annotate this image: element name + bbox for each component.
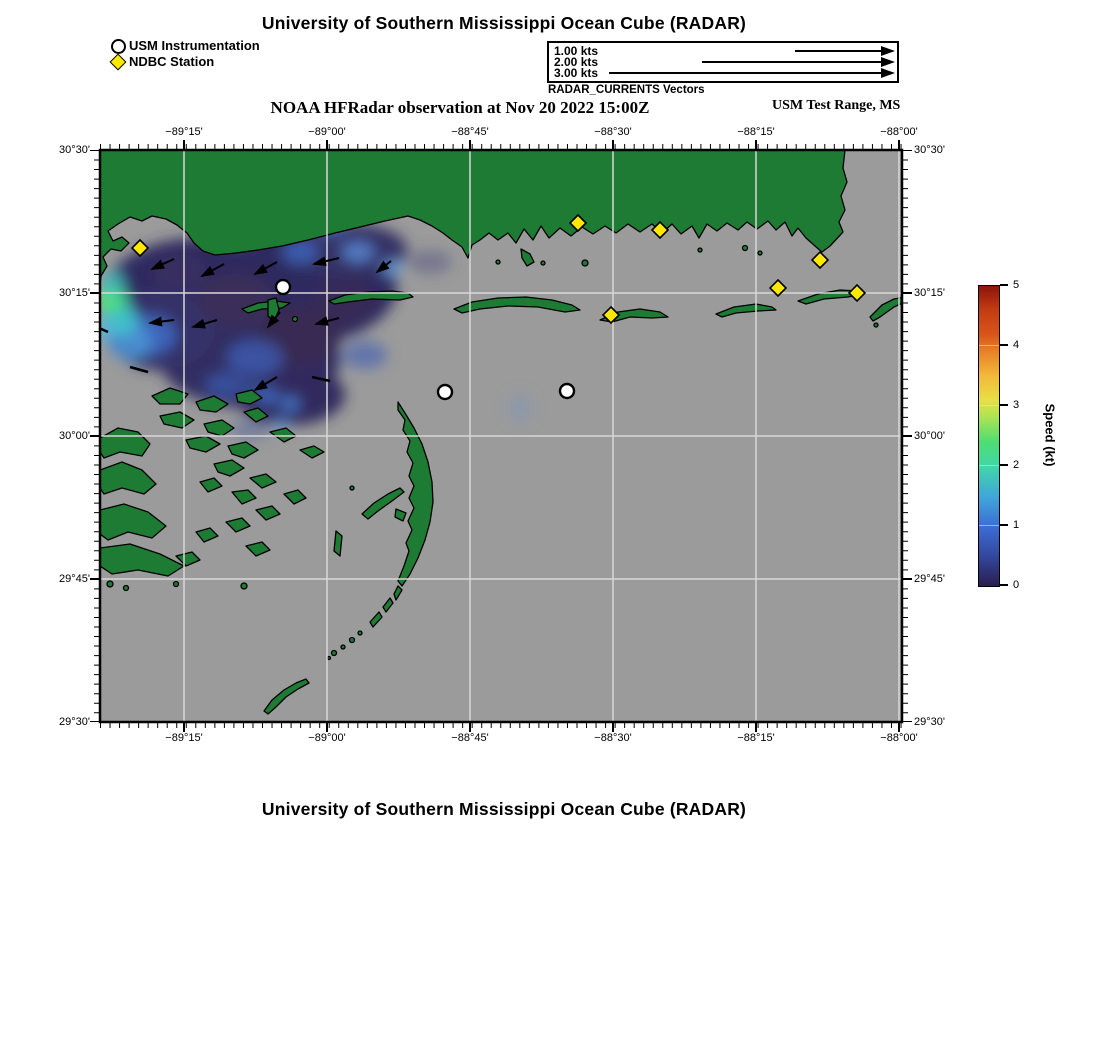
axis-label-top: −89°15' (165, 126, 203, 138)
axis-label-top: −88°15' (737, 126, 775, 138)
scale-entry-1: 1.00 kts (554, 44, 599, 58)
colorbar-tick (1000, 404, 1008, 406)
scale-arrowhead (881, 68, 895, 78)
axis-label-bottom: −89°00' (308, 732, 346, 744)
colorbar-gridline (979, 405, 999, 406)
axis-label-left: 30°00' (59, 430, 90, 442)
usm-instrumentation-marker (560, 384, 574, 398)
axis-label-bottom: −89°15' (165, 732, 203, 744)
scale-entry-2: 2.00 kts (554, 55, 599, 69)
colorbar-tick-label: 3 (1013, 399, 1020, 411)
legend-ndbc-label: NDBC Station (129, 54, 215, 69)
usm-instrumentation-icon (111, 39, 126, 54)
axis-label-right: 30°00' (914, 430, 945, 442)
colorbar (978, 285, 1000, 587)
scale-arrow-line (702, 61, 883, 63)
colorbar-gridline (979, 525, 999, 526)
scale-entry-3: 3.00 kts (554, 66, 599, 80)
axis-label-right: 30°15' (914, 287, 945, 299)
scale-arrow-line (795, 50, 883, 52)
colorbar-tick (1000, 284, 1008, 286)
colorbar-tick-label: 0 (1013, 579, 1020, 591)
vector-scale-caption: RADAR_CURRENTS Vectors (548, 84, 705, 96)
scale-arrow-line (609, 72, 883, 74)
axis-label-right: 29°45' (914, 573, 945, 585)
axis-label-right: 29°30' (914, 716, 945, 728)
axis-label-left: 30°30' (59, 144, 90, 156)
colorbar-tick (1000, 464, 1008, 466)
scale-arrowhead (881, 57, 895, 67)
scale-arrowhead (881, 46, 895, 56)
map-subtitle: NOAA HFRadar observation at Nov 20 2022 15:00Z (270, 98, 650, 117)
colorbar-tick-label: 5 (1013, 279, 1020, 291)
colorbar-tick-label: 1 (1013, 519, 1020, 531)
usm-instrumentation-marker (438, 385, 452, 399)
colorbar-tick (1000, 344, 1008, 346)
axis-label-bottom: −88°15' (737, 732, 775, 744)
usm-instrumentation-marker (276, 280, 290, 294)
axis-label-left: 29°45' (59, 573, 90, 585)
colorbar-tick-label: 2 (1013, 459, 1020, 471)
colorbar-tick (1000, 524, 1008, 526)
vector-scale-box (547, 41, 899, 83)
axis-label-top: −88°00' (880, 126, 918, 138)
colorbar-tick (1000, 584, 1008, 586)
page-title: University of Southern Mississippi Ocean Cube (RADAR) (261, 13, 747, 33)
colorbar-title: Speed (kt) (1042, 403, 1058, 467)
legend-usm-label: USM Instrumentation (129, 38, 260, 53)
axis-label-bottom: −88°00' (880, 732, 918, 744)
range-label: USM Test Range, MS (772, 98, 901, 113)
axis-label-left: 30°15' (59, 287, 90, 299)
colorbar-gridline (979, 345, 999, 346)
axis-label-bottom: −88°45' (451, 732, 489, 744)
axis-label-right: 30°30' (914, 144, 945, 156)
colorbar-gridline (979, 465, 999, 466)
footer-title: University of Southern Mississippi Ocean Cube (RADAR) (261, 799, 747, 819)
small-island (334, 531, 342, 556)
axis-label-top: −89°00' (308, 126, 346, 138)
axis-label-bottom: −88°30' (594, 732, 632, 744)
axis-label-top: −88°30' (594, 126, 632, 138)
colorbar-tick-label: 4 (1013, 339, 1020, 351)
axis-label-top: −88°45' (451, 126, 489, 138)
axis-label-left: 29°30' (59, 716, 90, 728)
